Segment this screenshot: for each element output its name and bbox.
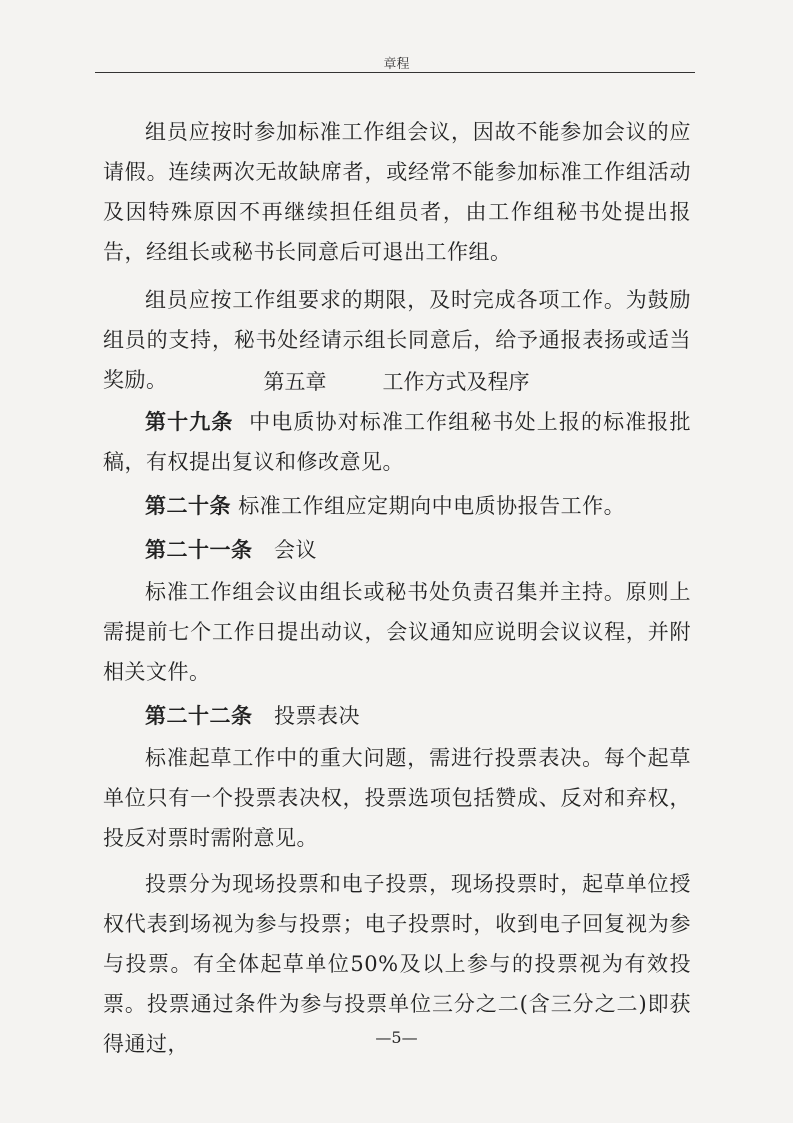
- article-22-label: 第二十二条: [145, 704, 253, 728]
- running-header: 章程: [383, 57, 410, 72]
- article-20-text: 标准工作组应定期向中电质协报告工作。: [238, 494, 626, 518]
- chapter-title: 工作方式及程序: [382, 370, 530, 394]
- article-21-title: 会议: [274, 538, 318, 562]
- article-21-label: 第二十一条: [145, 538, 253, 562]
- article-20-label: 第二十条: [145, 494, 231, 518]
- paragraph-attendance: 组员应按时参加标准工作组会议，因故不能参加会议的应请假。连续两次无故缺席者，或经常不能参加标准工作组活动及因特殊原因不再继续担任组员者，由工作组秘书处提出报告，经组长或秘书长同意后可退出工作组。: [103, 120, 691, 264]
- page-number: —5—: [375, 1028, 418, 1047]
- article-19-label: 第十九条: [145, 410, 234, 434]
- article-21-body: 标准工作组会议由组长或秘书处负责召集并主持。原则上需提前七个工作日提出动议，会议通知应说明会议议程，并附相关文件。: [103, 580, 691, 684]
- article-21-heading: [103, 530, 691, 570]
- article-22-body-2: 投票分为现场投票和电子投票，现场投票时，起草单位授权代表到场视为参与投票；电子投票时，收到电子回复视为参与投票。有全体起草单位50%及以上参与的投票视为有效投票。投票通过条件为参与投票单位三分之二(含三分之二)即获得通过，: [103, 872, 691, 1056]
- paragraph-deadline: 组员应按工作组要求的期限，及时完成各项工作。为鼓励组员的支持，秘书处经请示组长同意后，给予通报表扬或适当奖励。: [103, 288, 691, 392]
- article-19: [103, 402, 691, 482]
- chapter-number: 第五章: [263, 370, 327, 394]
- header-rule: [95, 72, 695, 73]
- article-19-text: 中电质协对标准工作组秘书处上报的标准报批稿，有权提出复议和修改意见。: [103, 410, 692, 474]
- chapter-heading: [0, 362, 793, 402]
- article-20: [103, 486, 691, 526]
- article-22-heading: [103, 696, 691, 736]
- article-22-body-1: 标准起草工作中的重大问题，需进行投票表决。每个起草单位只有一个投票表决权，投票选项包括赞成、反对和弃权，投反对票时需附意见。: [103, 746, 691, 850]
- article-22-title: 投票表决: [274, 704, 361, 728]
